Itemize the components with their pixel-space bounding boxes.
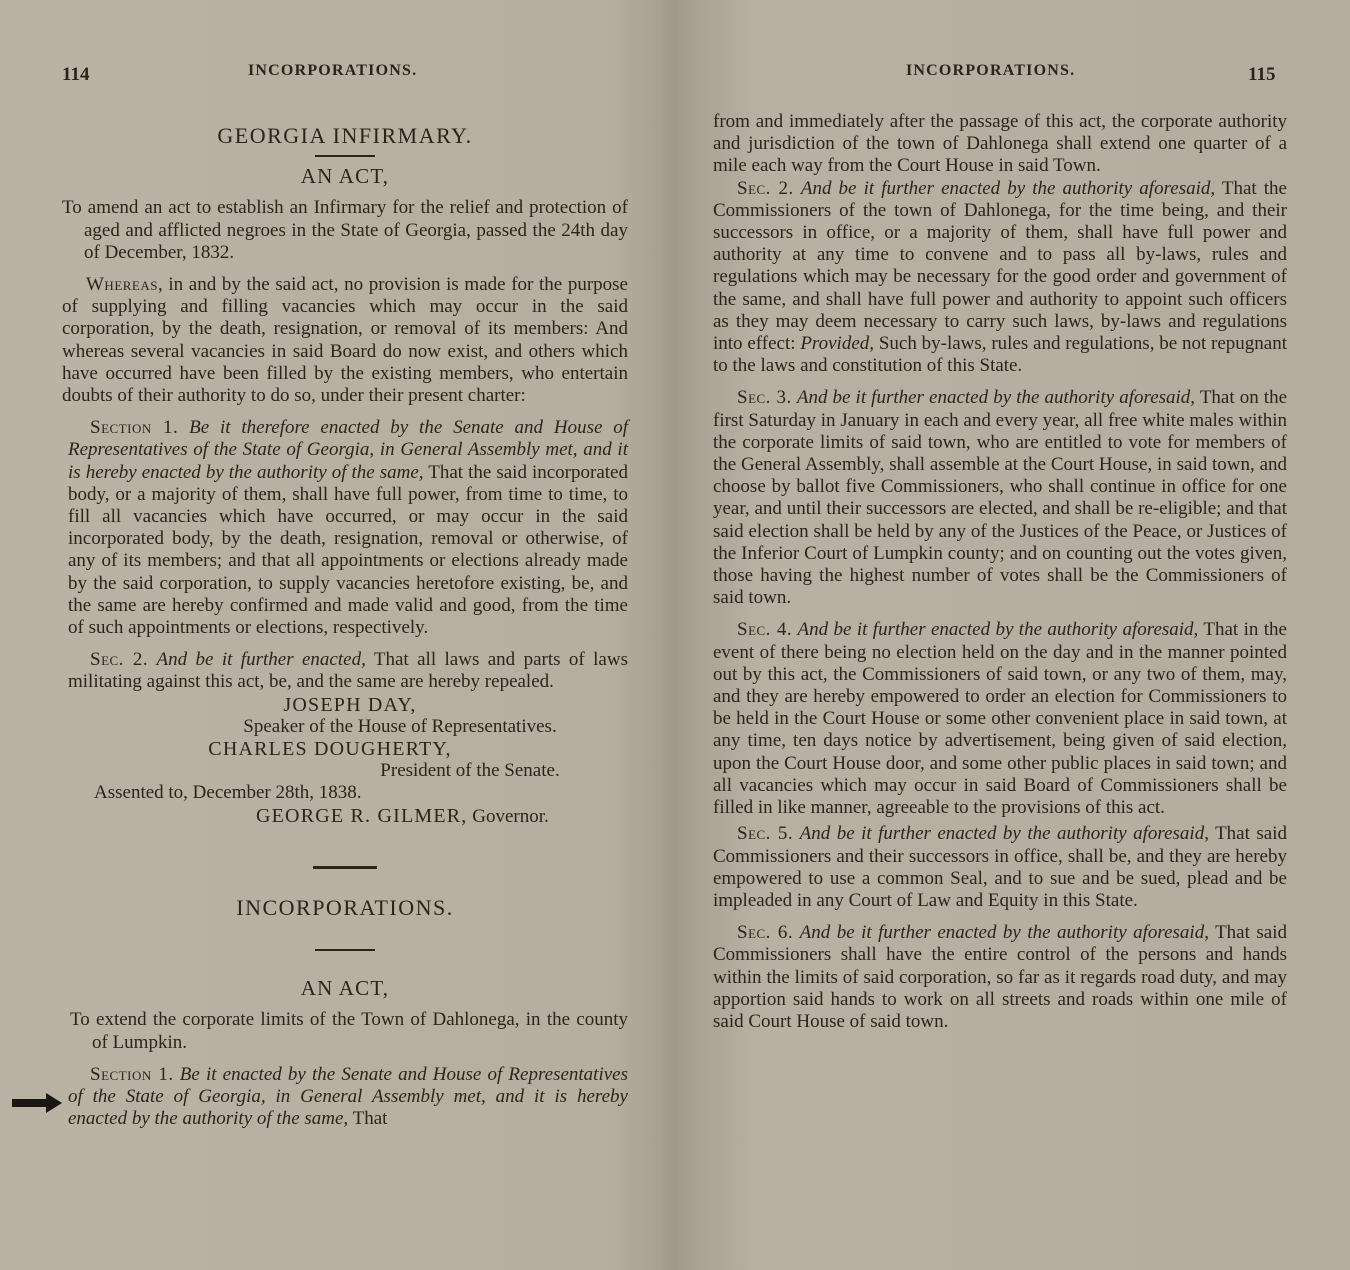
enacting-clause: And be it further enacted by the authority aforesaid, bbox=[797, 619, 1199, 641]
section-label: Sec. 2. bbox=[737, 177, 794, 199]
section-6 bbox=[713, 922, 1287, 1033]
speaker-name: JOSEPH DAY, bbox=[283, 693, 417, 716]
enacting-clause: And be it further enacted, bbox=[156, 649, 366, 671]
section-text: That the Commissioners of the town of Dahlonega, for the time being, and their successors in office, or a majority of them, shall have full power and authority at any time to convene and to pass all by-laws, rules and regulations which may be necessary for the good order and government of the same, and shall have full power and authority to appoint such officers as they may deem necessary to carry such laws, by-laws and regulations into effect: bbox=[713, 177, 1287, 355]
section-text: That in the event of there being no election held on the day and in the manner pointed out by this act, the Commissioners of said town, or any two of them, may, and they are hereby empowered to order an election for Commissioners to be held in the Court House or some other convenient place in said town, at any time, ten days notice by advertisement, being given of said election, upon the Court House door, and some other public places in said town; and all vacancies which may occur in said Board of Commissioners shall be filled in like manner, agreeable to the provisions of this act. bbox=[713, 619, 1287, 819]
enacting-clause: And be it further enacted by the authority aforesaid, bbox=[796, 387, 1196, 409]
speaker-title: Speaker of the House of Representatives. bbox=[243, 715, 557, 737]
whereas-lead: Whereas bbox=[86, 274, 158, 296]
continuation-text: from and immediately after the passage of this act, the corporate authority and jurisdiction of the town of Dahlonega shall extend one quarter of a mile each way from the Court House in said Town. bbox=[713, 111, 1287, 177]
section-3 bbox=[713, 387, 1287, 609]
section-label: Sec. 3. bbox=[737, 387, 792, 409]
page-number: 114 bbox=[62, 64, 90, 85]
section-1 bbox=[62, 1064, 628, 1131]
section-label: Section 1. bbox=[90, 417, 179, 439]
section-label: Sec. 4. bbox=[737, 619, 793, 641]
governor-title: Governor. bbox=[472, 805, 549, 827]
president-name: CHARLES DOUGHERTY, bbox=[208, 738, 452, 761]
governor-name: GEORGE R. GILMER, bbox=[256, 804, 468, 827]
section-label: Section 1. bbox=[90, 1063, 174, 1085]
signature-governor bbox=[62, 805, 628, 828]
signature-speaker bbox=[62, 694, 628, 738]
proviso-text: Such by-laws, rules and regulations, be not repugnant to the laws and constitution of this State. bbox=[713, 333, 1288, 377]
act-label: AN ACT, bbox=[300, 164, 390, 189]
section-label: Sec. 5. bbox=[737, 823, 794, 845]
right-column bbox=[713, 111, 1287, 1033]
act-heading: INCORPORATIONS. bbox=[236, 894, 454, 920]
section-label: Sec. 6. bbox=[737, 922, 794, 944]
enacting-clause: Be it enacted by the Senate and House of Representatives of the State of Georgia, in General Assembly met, and it is hereby enacted by the authority of the same, bbox=[68, 1063, 628, 1130]
president-title: President of the Senate. bbox=[380, 760, 560, 782]
page-number: 115 bbox=[1248, 64, 1276, 85]
section-text: That said Commissioners and their successors in office, shall be, and they are hereby empowered to use a common Seal, and to sue and be sued, plead and be impleaded in any Court of Law and Equity in this State. bbox=[713, 823, 1287, 911]
section-text: That the said incorporated body, or a majority of them, shall have full power, from time to time, to fill all vacancies which have occurred, or may occur in the said incorporated body, by the death, resignation, removal or otherwise, of any of its members; and that all appointments or elections already made by the said corporation, to supply vacancies heretofore existing, be, and the same are hereby confirmed and made valid and good, from the time of such appointments or elections, respectively. bbox=[68, 461, 628, 639]
enacting-clause: And be it further enacted by the authority aforesaid, bbox=[799, 922, 1209, 944]
divider bbox=[315, 155, 375, 157]
enacting-clause: And be it further enacted by the authority aforesaid, bbox=[800, 177, 1216, 199]
section-label: Sec. 2. bbox=[90, 649, 149, 671]
section-text: That on the first Saturday in January in each and every year, all free white males within the corporate limits of said town, who are entitled to vote for members of the General Assembly, shall assemble at the Court House, in said town, and choose by ballot five Commissioners, who shall continue in office for one year, and until their successors are elected, and shall be re-eligible; and that said election shall be held by any of the Justices of the Peace, or Justices of the Inferior Court of Lumpkin county; and on counting out the votes given, those having the highest number of votes shall be the Commissioners of said town. bbox=[713, 387, 1287, 609]
section-text: That said Commissioners shall have the entire control of the persons and hands within the limits of said corporation, so far as it regards road duty, and may apportion said hands to work on all streets and roads within one mile of said Court House of said town. bbox=[713, 922, 1287, 1032]
section-text: That bbox=[352, 1108, 388, 1130]
whereas-paragraph bbox=[62, 274, 628, 407]
assent-line: Assented to, December 28th, 1838. bbox=[94, 782, 362, 804]
act-title: To amend an act to establish an Infirmary for the relief and protection of aged and afflicted negroes in the State of Georgia, passed the 24th day of December, 1832. bbox=[62, 197, 628, 263]
section-1 bbox=[62, 417, 628, 639]
divider bbox=[313, 866, 377, 869]
proviso-lead: Provided, bbox=[800, 333, 875, 355]
enacting-clause: And be it further enacted by the authority aforesaid, bbox=[799, 823, 1209, 845]
section-5 bbox=[713, 823, 1287, 912]
running-head: INCORPORATIONS. bbox=[248, 62, 418, 79]
running-head: INCORPORATIONS. bbox=[906, 62, 1076, 79]
section-2 bbox=[62, 649, 628, 693]
arrow-right-icon bbox=[12, 1093, 62, 1113]
enacting-clause: Be it therefore enacted by the Senate and House of Representatives of the State of Georgia, in General Assembly met, and it is hereby enacted by the authority of the same, bbox=[68, 417, 629, 483]
act-label: AN ACT, bbox=[300, 976, 390, 1001]
whereas-text: , in and by the said act, no provision is made for the purpose of supplying and filling vacancies which may occur in the said corporation, by the death, resignation, or removal of its members: And whereas several vacancies in said Board do now exist, and others which have occurred have been filled by the existing members, who entertain doubts of their authority to do so, under their present charter: bbox=[62, 274, 628, 407]
left-page bbox=[0, 0, 668, 1270]
left-column bbox=[62, 125, 628, 1130]
section-2 bbox=[713, 178, 1287, 378]
act-title: To extend the corporate limits of the Town of Dahlonega, in the county of Lumpkin. bbox=[70, 1009, 628, 1053]
act-heading: GEORGIA INFIRMARY. bbox=[217, 123, 473, 148]
divider bbox=[315, 949, 375, 951]
section-text: That all laws and parts of laws militating against this act, be, and the same are hereby repealed. bbox=[68, 649, 628, 693]
right-page bbox=[668, 0, 1350, 1270]
signature-president bbox=[62, 738, 628, 782]
section-4 bbox=[713, 619, 1287, 819]
